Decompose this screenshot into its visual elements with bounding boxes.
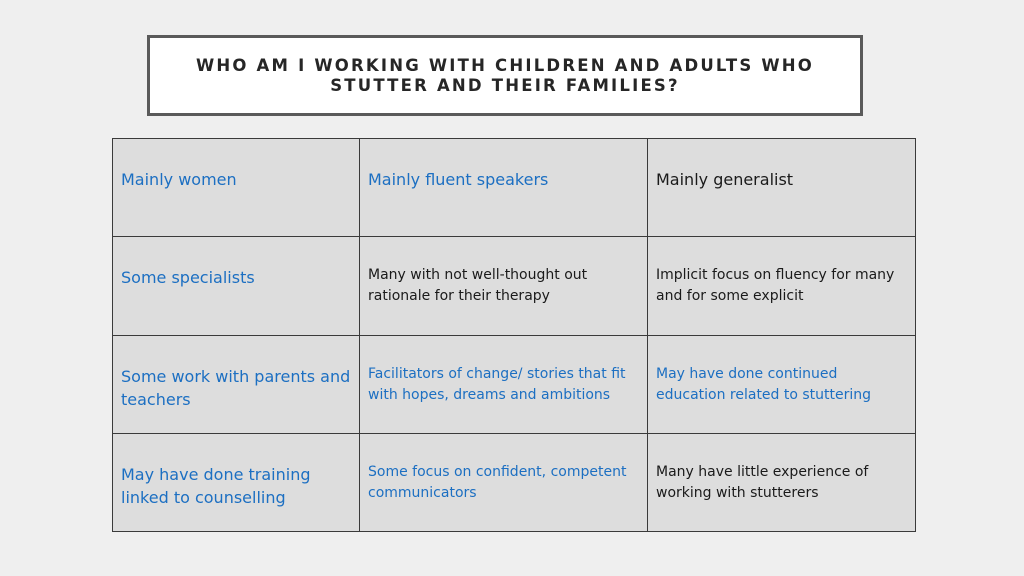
table-cell [113,335,360,433]
cell-text: Some specialists [121,268,255,288]
slide-title-line-1: WHO AM I WORKING WITH CHILDREN AND ADULTS WHO [195,55,815,75]
cell-text: Implicit focus on fluency for many and for some explicit [656,267,895,305]
table-row [113,139,916,237]
cell-text: Mainly generalist [656,170,794,189]
table-cell [648,335,916,433]
table-cell [360,237,648,335]
slide-title [160,56,850,96]
cell-text: Facilitators of change/ stories that fit with hopes, dreams and ambitions [368,365,626,403]
cell-text: Some focus on confident, competent communicators [368,463,627,501]
table-cell [113,433,360,531]
table-row [113,433,916,531]
cell-text: Many with not well-thought out rationale for their therapy [368,267,588,305]
title-box [147,35,863,116]
table-row [113,335,916,433]
cell-text: Many have little experience of working with stutterers [656,463,869,501]
cell-text: May have done continued education related to stuttering [656,365,872,403]
table-row [113,237,916,335]
cell-text: May have done training linked to counselling [121,464,311,507]
table-cell [360,335,648,433]
table-cell [113,139,360,237]
cell-text: Some work with parents and teachers [121,366,351,409]
cell-text: Mainly fluent speakers [368,170,549,189]
content-table [112,138,916,532]
table-cell [113,237,360,335]
table-cell [360,433,648,531]
cell-text: Mainly women [121,170,237,189]
table-cell [648,139,916,237]
table-cell [648,433,916,531]
slide-title-line-2: STUTTER AND THEIR FAMILIES? [330,75,680,95]
table-cell [648,237,916,335]
table-cell [360,139,648,237]
